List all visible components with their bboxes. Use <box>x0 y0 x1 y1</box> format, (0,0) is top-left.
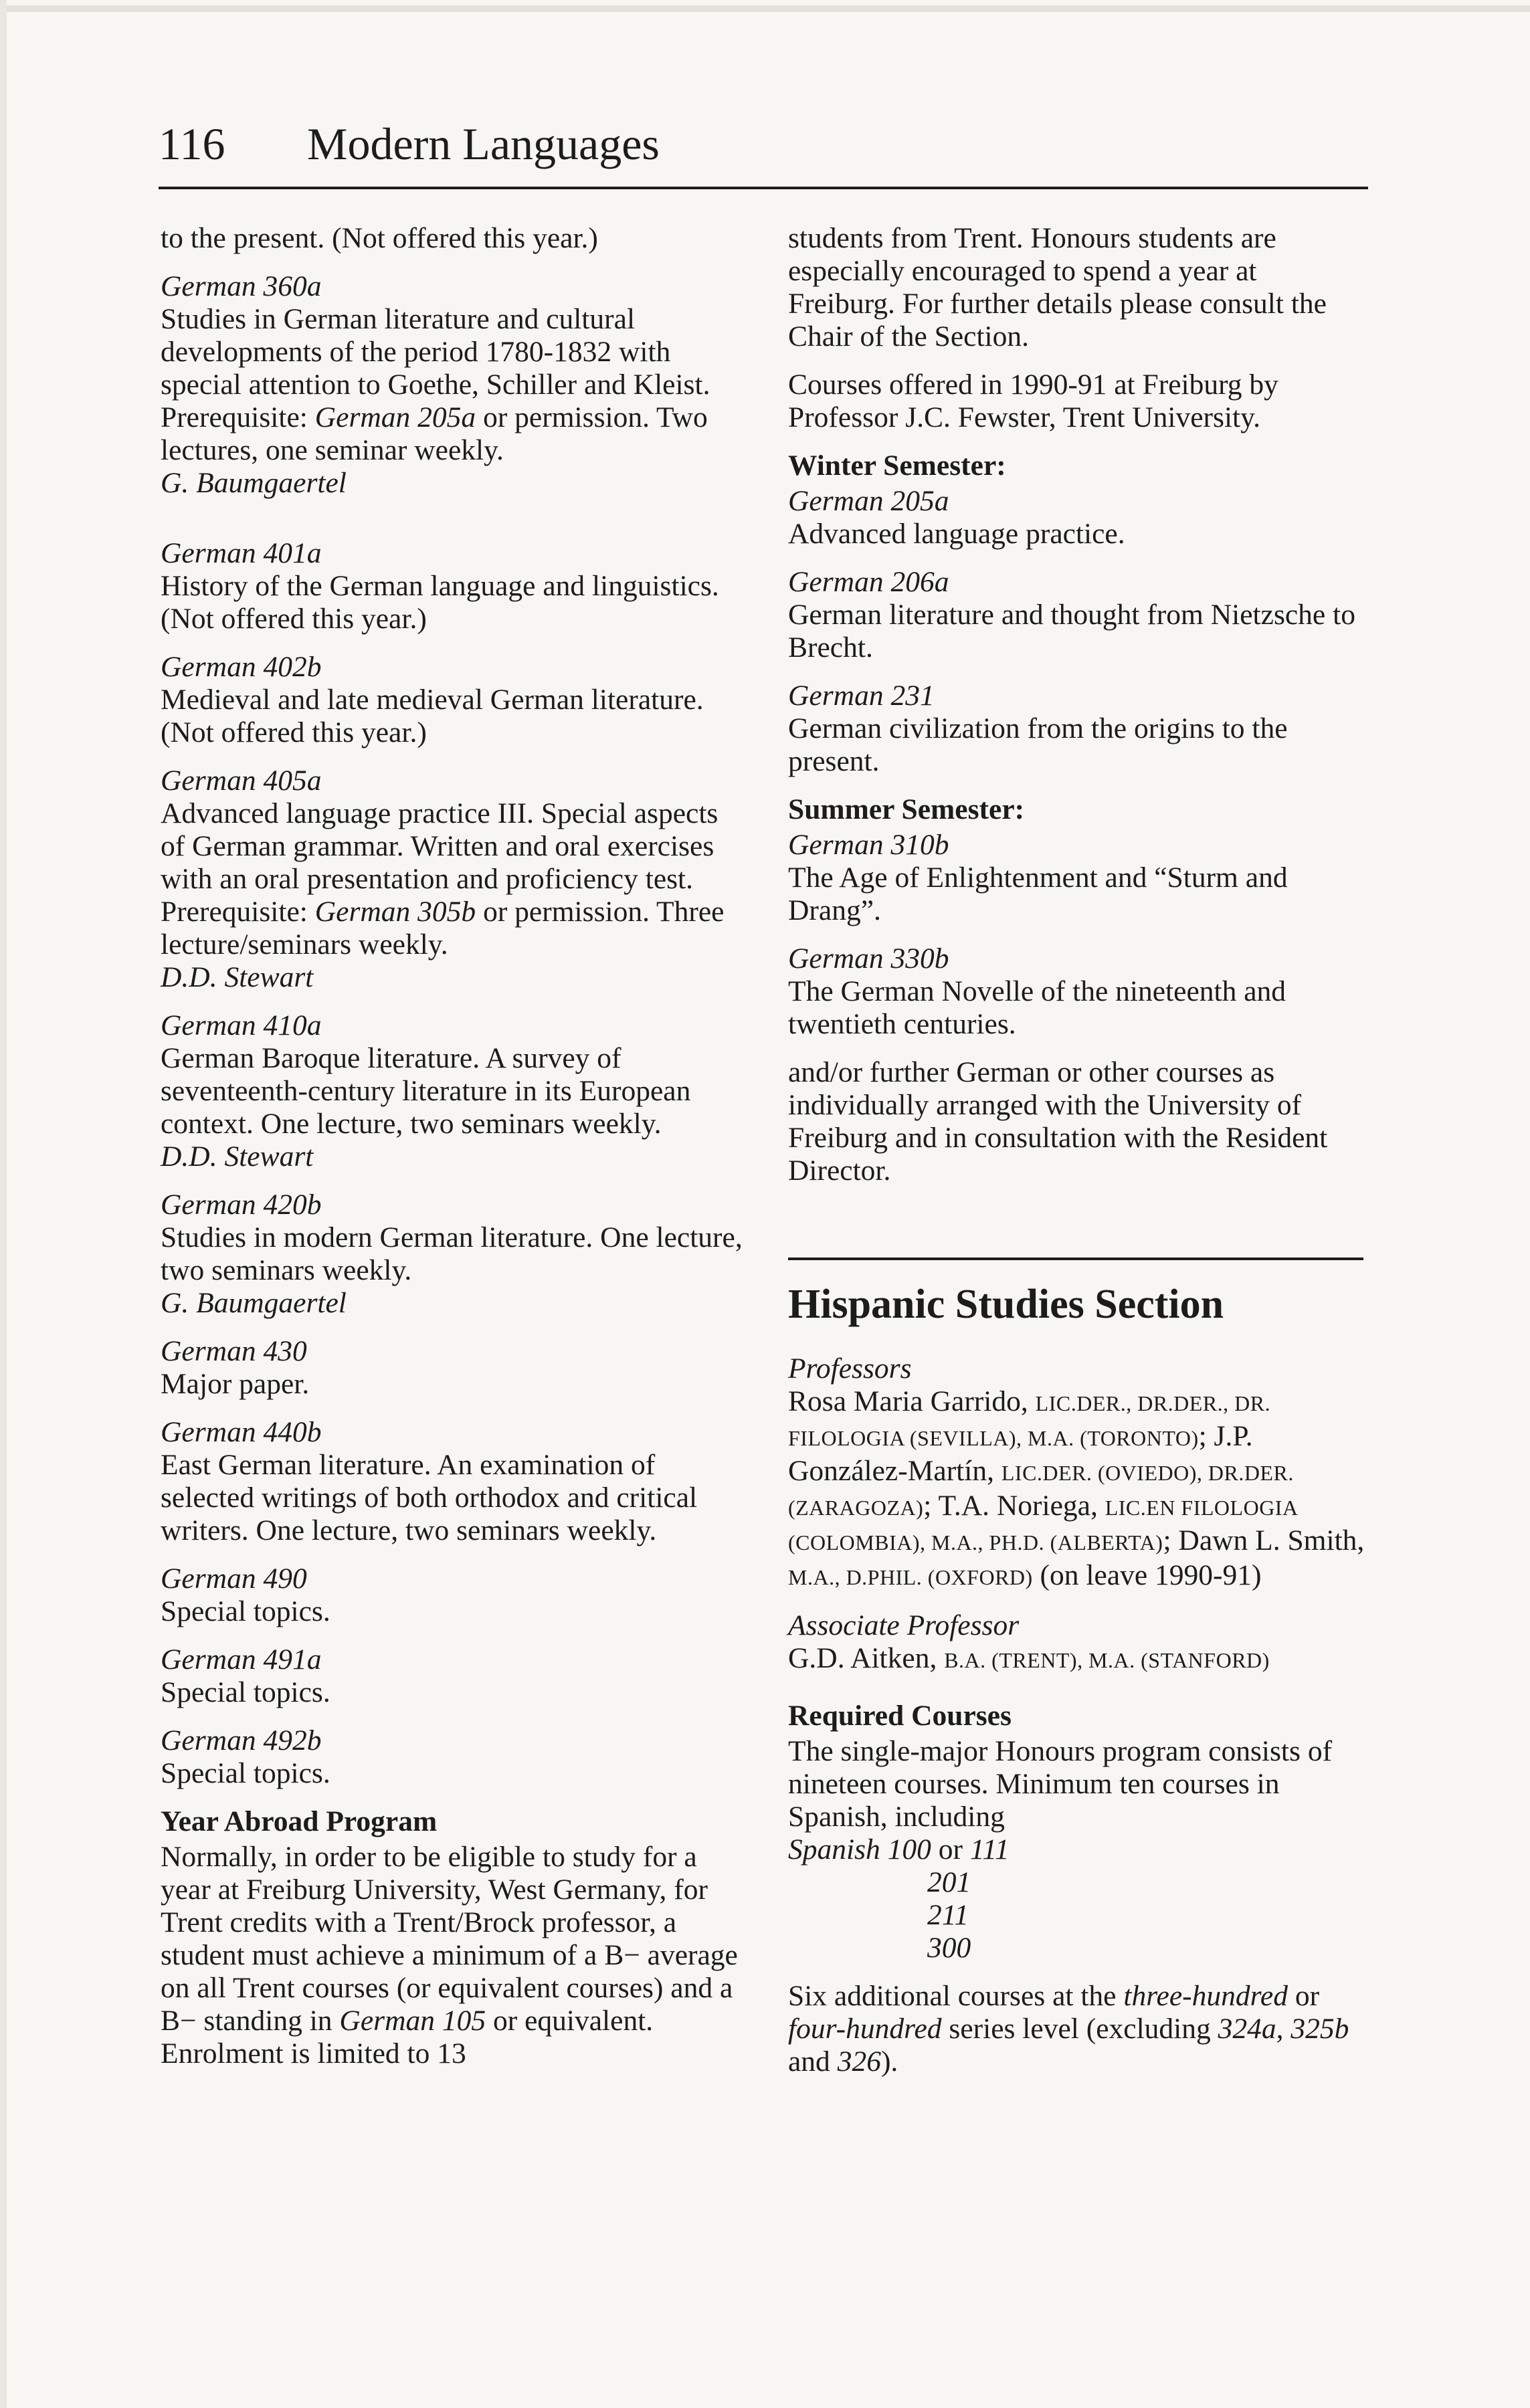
course-german-402b <box>161 651 749 749</box>
associate-credentials: B.A. (TRENT), M.A. (STANFORD) <box>944 1648 1270 1672</box>
professor-credentials: M.A., D.PHIL. (OXFORD) <box>788 1565 1033 1589</box>
course-code: German 490 <box>161 1563 307 1595</box>
required-heading: Required Courses <box>788 1700 1012 1732</box>
spanish-111: 111 <box>969 1833 1010 1866</box>
summer-heading: Summer Semester: <box>788 793 1025 825</box>
course-code: German 492b <box>161 1724 322 1757</box>
course-description <box>161 797 749 961</box>
course-german-360a <box>161 270 749 500</box>
course-code: German 405a <box>161 765 322 797</box>
course-instructor: G. Baumgaertel <box>161 1287 347 1319</box>
course-code: German 360a <box>161 270 322 302</box>
course-german-405a <box>161 765 749 994</box>
course-german-491a <box>161 1643 749 1709</box>
course-german-440b <box>161 1416 749 1547</box>
prereq-course: German 305b <box>314 896 476 928</box>
six-text-1: Six additional courses at the <box>788 1980 1124 2012</box>
scan-top-edge <box>0 5 1530 12</box>
courses-offered-note: Courses offered in 1990-91 at Freiburg by Professor J.C. Fewster, Trent University. <box>788 369 1278 433</box>
year-abroad-continuation: students from Trent. Honours students are especially encouraged to spend a year at Freiburg. For further details please consult the Chair of the Section. <box>788 222 1327 353</box>
six-or: or <box>1287 1980 1320 2012</box>
course-description: The Age of Enlightenment and “Sturm and Drang”. <box>788 862 1288 926</box>
year-abroad-section <box>161 1805 749 2070</box>
course-description: Medieval and late medieval German literature. (Not offered this year.) <box>161 684 704 748</box>
intro-line: to the present. (Not offered this year.) <box>161 222 598 254</box>
course-code: German 330b <box>788 942 949 975</box>
professor-credentials: LIC.DER. (OVIEDO), DR.DER. (ZARAGOZA) <box>788 1461 1294 1520</box>
hispanic-section-title: Hispanic Studies Section <box>788 1282 1224 1327</box>
course-code: German 205a <box>788 485 949 517</box>
course-description: German civilization from the origins to the present. <box>788 712 1288 777</box>
leave-note: (on leave 1990-91) <box>1032 1559 1262 1591</box>
scan-left-edge <box>0 0 7 2408</box>
course-german-330b <box>788 942 1370 1041</box>
further-courses-note: and/or further German or other courses as individually arranged with the University of Freiburg and in consultation with the Resident Director. <box>788 1056 1328 1187</box>
associate-professor-block <box>788 1609 1370 1677</box>
course-instructor: G. Baumgaertel <box>161 467 347 499</box>
year-abroad-text-1: Normally, in order to be eligible to study for a year at Freiburg University, West Germany, for Trent credits with a Trent/Brock professor, a student must achieve a minimum of a B− average on all Trent courses (or equivalent courses) and a B− standing in <box>161 1841 738 2037</box>
course-code: German 231 <box>788 680 935 712</box>
professor-name: ; Dawn L. Smith, <box>1163 1524 1365 1557</box>
three-hundred: three-hundred <box>1123 1980 1288 2012</box>
spanish-201: 201 <box>927 1866 971 1898</box>
course-description <box>161 303 749 467</box>
professor-name: ; J.P. González-Martín, <box>788 1420 1253 1487</box>
course-german-490 <box>161 1563 749 1628</box>
professor-name: Rosa Maria Garrido, <box>788 1385 1036 1417</box>
course-description: Special topics. <box>161 1595 330 1627</box>
course-code: German 420b <box>161 1189 322 1221</box>
professors-block <box>788 1352 1370 1594</box>
ex-end: ). <box>880 2045 898 2078</box>
required-text: The single-major Honours program consists of nineteen courses. Minimum ten courses in Spanish, including <box>788 1735 1333 1833</box>
or-word: or <box>931 1833 970 1866</box>
course-description: Studies in modern German literature. One lecture, two seminars weekly. <box>161 1221 743 1286</box>
winter-heading: Winter Semester: <box>788 449 1006 482</box>
section-rule <box>788 1258 1363 1260</box>
course-code: German 440b <box>161 1416 322 1448</box>
course-code: German 401a <box>161 537 322 569</box>
year-abroad-text <box>161 1841 738 2070</box>
professors-label: Professors <box>788 1352 912 1385</box>
course-code: German 410a <box>161 1009 322 1041</box>
associate-label: Associate Professor <box>788 1609 1020 1641</box>
course-description: German literature and thought from Nietzsche to Brecht. <box>788 599 1355 664</box>
professor-name: ; T.A. Noriega, <box>923 1490 1105 1522</box>
running-title: Modern Languages <box>307 118 660 169</box>
course-instructor: D.D. Stewart <box>161 1140 314 1173</box>
course-german-401a <box>161 537 749 635</box>
course-german-310b <box>788 829 1370 927</box>
course-description: History of the German language and linguistics. (Not offered this year.) <box>161 570 719 635</box>
professor-credentials: LIC.DER., DR.DER., DR. FILOLOGIA (SEVILLA), M.A. (TORONTO) <box>788 1391 1271 1450</box>
associate-list <box>788 1642 1270 1674</box>
desc-after: or permission. Three lecture/seminars weekly. <box>161 896 725 961</box>
course-description: Advanced language practice. <box>788 518 1125 550</box>
course-german-420b <box>161 1189 749 1320</box>
six-text-2: series level (excluding <box>941 2013 1218 2045</box>
year-abroad-course: German 105 <box>339 2005 486 2037</box>
page-header <box>159 117 1368 171</box>
year-abroad-heading: Year Abroad Program <box>161 1805 438 1837</box>
desc-text: Studies in German literature and cultural developments of the period 1780-1832 with special attention to Goethe, Schiller and Kleist. Prerequisite: <box>161 303 710 433</box>
desc-text: Advanced language practice III. Special aspects of German grammar. Written and oral exercises with an oral presentation and proficiency test. Prerequisite: <box>161 797 719 928</box>
course-german-410a <box>161 1009 749 1173</box>
page-number: 116 <box>159 118 225 169</box>
course-code: German 430 <box>161 1335 307 1367</box>
course-german-205a <box>788 485 1370 550</box>
course-description: Special topics. <box>161 1676 330 1708</box>
spanish-300: 300 <box>927 1932 971 1964</box>
ex-and: and <box>788 2045 838 2078</box>
course-german-231 <box>788 680 1370 778</box>
winter-semester <box>788 449 1370 778</box>
associate-name: G.D. Aitken, <box>788 1642 945 1674</box>
course-german-430 <box>161 1335 749 1401</box>
excluded-1: 324a, 325b <box>1218 2013 1349 2045</box>
four-hundred: four-hundred <box>788 2013 942 2045</box>
course-code: German 491a <box>161 1643 322 1676</box>
spanish-100: Spanish 100 <box>788 1833 931 1866</box>
prereq-course: German 205a <box>314 401 476 433</box>
course-description: German Baroque literature. A survey of seventeenth-century literature in its European context. One lecture, two seminars weekly. <box>161 1042 691 1140</box>
additional-courses-note <box>788 1980 1370 2078</box>
course-description: East German literature. An examination of selected writings of both orthodox and critical writers. One lecture, two seminars weekly. <box>161 1449 698 1546</box>
spanish-211: 211 <box>927 1899 969 1931</box>
course-code: German 402b <box>161 651 322 683</box>
professors-list <box>788 1385 1364 1591</box>
desc-after: or permission. Two lectures, one seminar weekly. <box>161 401 708 466</box>
right-column <box>788 222 1370 2078</box>
course-description: The German Novelle of the nineteenth and twentieth centuries. <box>788 975 1286 1040</box>
course-description: Special topics. <box>161 1757 330 1789</box>
summer-semester <box>788 793 1370 1041</box>
professor-credentials: LIC.EN FILOLOGIA (COLOMBIA), M.A., PH.D. (ALBERTA) <box>788 1496 1297 1554</box>
spanish-first-line <box>788 1833 1370 1866</box>
excluded-2: 326 <box>837 2045 881 2078</box>
year-abroad-text-2: or equivalent. Enrolment is limited to 13 <box>161 2005 654 2070</box>
course-instructor: D.D. Stewart <box>161 961 314 993</box>
course-code: German 310b <box>788 829 949 861</box>
left-column <box>161 222 749 2086</box>
course-german-492b <box>161 1724 749 1790</box>
course-code: German 206a <box>788 566 949 598</box>
course-description: Major paper. <box>161 1368 310 1400</box>
header-rule <box>159 187 1368 189</box>
course-german-206a <box>788 566 1370 664</box>
required-courses-block <box>788 1700 1370 1965</box>
